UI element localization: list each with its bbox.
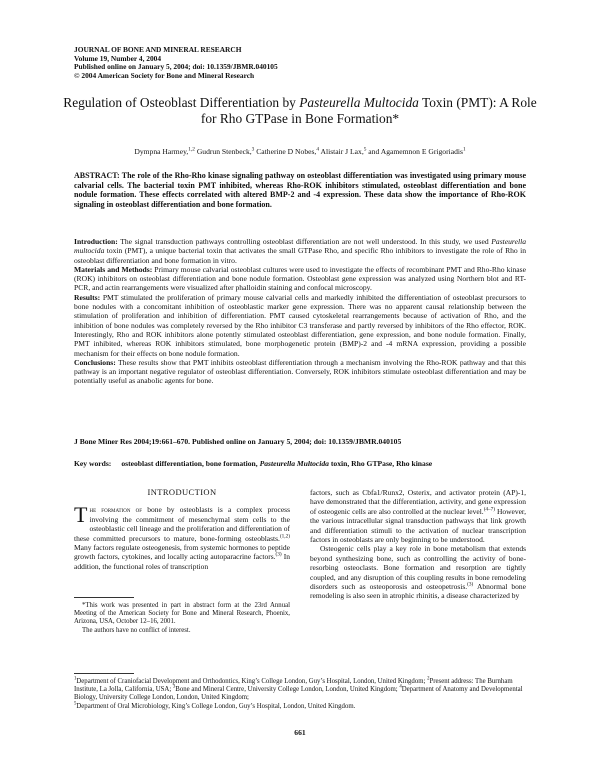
author-list [60, 147, 540, 156]
intro-paragraph: The formation of bone by osteoblasts is a complex process involving the commitment of mesenchymal stem cells to the osteoblastic cell lineage and the proliferation and differentiation of these committed precursors to mature, bone-forming osteoblasts.$^{(1,2)}$ Many factors regulate osteogenesis, from systemic hormones to peptide growth factors, cytokines, and locally acting autoparacrine factors.$^{(3)}$ In addition, the functional roles of transcription [74, 502, 291, 571]
title-part2: Toxin (PMT): A Role for Rho GTPase in Bone Formation [200, 95, 537, 126]
title-footnote-mark: * [392, 111, 400, 126]
abstract-results: Results: PMT stimulated the proliferation of primary mouse calvarial cells and markedly inhibited the differentiation of osteoblast precursors to bone nodules with a concomitant inhibition of osteoblastic marker gene expression. There was no apparent causal relationship between the stimulation of proliferation and inhibition of differentiation. PMT caused cytoskeletal rearrangements because of activation of Rho, and the inhibition of bone nodules was completely reversed by the Rho inhibitor C3 transferase and partly reversed by inhibitors of the Rho effector, ROK. Interestingly, Rho and ROK inhibitors alone potently stimulated osteoblast differentiation, gene expression, and bone nodule formation. Finally, PMT inhibited, whereas ROK inhibitors stimulated, bone morphogenetic protein (BMP)-2 and -4 mRNA expression, providing a possible mechanism for their effects on bone nodule formation. [74, 292, 526, 358]
footnote: *This work was presented in part in abstract form at the 23rd Annual Meeting of the American Society for Bone and Mineral Research, Phoenix, Arizona, USA, October 12–16, 2001. [74, 602, 290, 626]
journal-header [74, 46, 278, 80]
section-heading: INTRODUCTION [147, 487, 217, 497]
author: Catherine D Nobes,$^4$ [256, 146, 319, 156]
drop-cap: T [74, 502, 88, 528]
body-column-left [74, 488, 290, 571]
title-part1: Regulation of Osteoblast Differentiation by [63, 95, 300, 110]
footnote-divider [74, 597, 134, 598]
author-affiliations [74, 678, 526, 711]
structured-abstract [74, 237, 526, 386]
journal-volume: Volume 19, Number 4, 2004 [74, 53, 162, 63]
journal-published: Published online on January 5, 2004; doi: 10.1359/JBMR.040105 [74, 62, 278, 72]
body-column-right [310, 488, 526, 601]
abstract-introduction: Introduction: The signal transduction pathways controlling osteoblast differentiation are not well understood. In this study, we used Pasteurella multocida toxin (PMT), a unique bacterial toxin that activates the small GTPase Rho, and specific Rho inhibitors to investigate the role of Rho in osteoblast differentiation and bone formation in vitro. [74, 237, 526, 265]
abstract-summary: ABSTRACT: The role of the Rho-Rho kinase signaling pathway on osteoblast differentiation was investigated using primary mouse calvarial cells. The bacterial toxin PMT inhibited, whereas Rho-ROK inhibitors stimulated, osteoblast differentiation and bone nodule formation. These effects correlated with altered BMP-2 and -4 expression. These data show the importance of Rho-ROK signaling in osteoblast differentiation and bone formation. [74, 171, 526, 209]
citation-line: J Bone Miner Res 2004;19:661–670. Published online on January 5, 2004; doi: 10.1359/JBMR.040105 [74, 437, 402, 446]
intro-paragraph-continued: factors, such as Cbfa1/Runx2, Osterix, and activator protein (AP)-1, have demonstrated that the differentiation, activity, and gene expression of osteogenic cells are also controlled at the nuclear level.$^{(4-7)}$ However, the various intracellular signal transduction pathways that link growth and differentiation stimuli to the activation of nuclear transcription factors in osteoblasts are only beginning to be understood. [310, 488, 526, 545]
author: and Agamemnon E Grigoriadis$^1$ [368, 146, 466, 156]
affiliation: $^5$Department of Oral Microbiology, King’s College London, Guy’s Hospital, London, United Kingdom. [74, 701, 356, 710]
affiliations-divider [74, 673, 134, 674]
abstract-conclusions: Conclusions: These results show that PMT inhibits osteoblast differentiation through a mechanism involving the Rho-ROK pathway and that this pathway is an important negative regulator of osteoblast differentiation. Conversely, ROK inhibitors stimulate osteoblast differentiation and may be potentially useful as anabolic agents for bone. [74, 357, 526, 386]
journal-name: JOURNAL OF BONE AND MINERAL RESEARCH [74, 45, 242, 54]
journal-copyright: © 2004 American Society for Bone and Mineral Research [74, 70, 255, 80]
keywords: Key words: osteoblast differentiation, bone formation, Pasteurella Multocida toxin, Rho GTPase, Rho kinase [74, 459, 433, 468]
author: Dympna Harmey,$^{1,2}$ [134, 146, 195, 156]
footnotes [74, 602, 290, 635]
author: Gudrun Stenbeck,$^3$ [196, 146, 255, 156]
title-italic: Pasteurella Multocida [299, 95, 419, 110]
page-number: 661 [294, 728, 306, 737]
footnote: The authors have no conflict of interest. [82, 626, 191, 634]
author: Alistair J Lax,$^5$ [320, 146, 367, 156]
article-title [60, 95, 540, 127]
intro-paragraph: Osteogenic cells play a key role in bone metabolism that extends beyond synthesizing bone, such as controlling the activity of bone-resorbing osteoclasts. Bone formation and resorption are tightly coupled, and any disruption of this coupling results in bone remodeling disorders such as osteoporosis and osteopetrosis.$^{(3)}$ Abnormal bone remodeling is also seen in atrophic rhinitis, a disease characterized by [310, 544, 526, 601]
keywords-label: Key words: [74, 459, 112, 468]
affiliation: $^1$Department of Craniofacial Development and Orthodontics, King’s College London, Guy’s Hospital, London, United Kingdom; $^2$Present address: The Burnham Institute, La Jolla, California, USA; $^3$Bone and Mineral Centre, University College London, London, United Kingdom; $^4$Department of Anatomy and Developmental Biology, University College London, London, United Kingdom; [74, 676, 523, 702]
abstract-methods: Materials and Methods: Primary mouse calvarial osteoblast cultures were used to investigate the effects of recombinant PMT and Rho-Rho kinase (ROK) inhibitors on osteoblast differentiation and bone nodule formation. Osteoblast gene expression was analyzed using Northern blot and RT-PCR, and actin rearrangements were visualized after phalloidin staining and confocal microscopy. [74, 264, 526, 293]
